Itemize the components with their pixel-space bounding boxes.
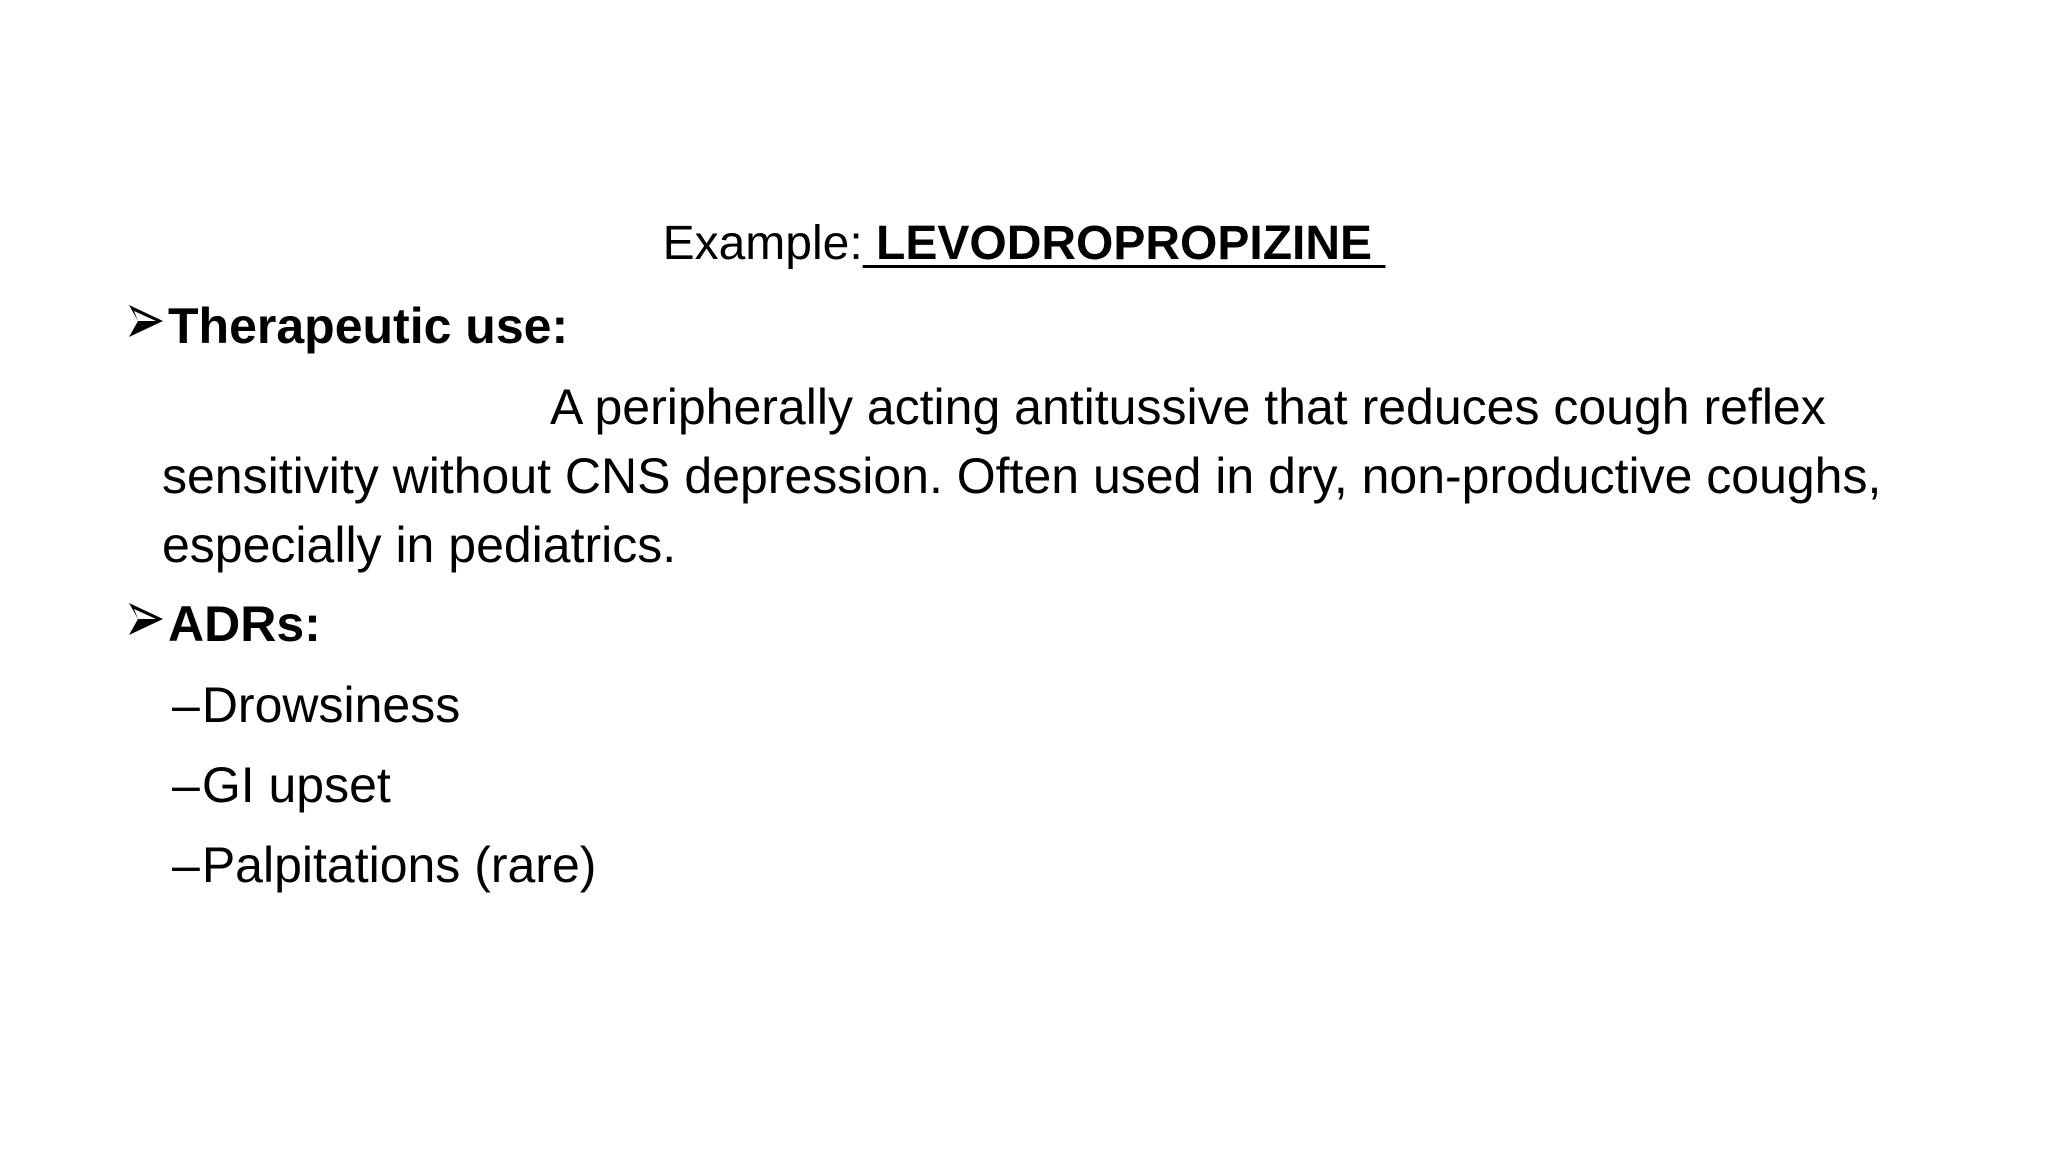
adr-item-label: Drowsiness bbox=[201, 677, 461, 733]
adr-item bbox=[172, 755, 391, 815]
therapeutic-use-heading: Therapeutic use: bbox=[168, 298, 569, 354]
adr-item bbox=[172, 835, 596, 895]
adrs-heading: ADRs: bbox=[168, 596, 321, 652]
adrs-heading-row bbox=[126, 594, 321, 654]
dash-bullet: – bbox=[172, 677, 200, 733]
adr-item-label: Palpitations (rare) bbox=[201, 837, 597, 893]
adr-item-label: GI upset bbox=[201, 757, 391, 813]
therapeutic-use-heading-row bbox=[126, 296, 568, 356]
therapeutic-use-text: A peripherally acting antitussive that reduces cough reflex sensitivity without CNS depression. Often used in dry, non-productive coughs, especially in pediatrics. bbox=[162, 379, 1882, 573]
arrow-bullet-icon bbox=[126, 599, 166, 643]
dash-bullet: – bbox=[172, 837, 200, 893]
title-prefix: Example: bbox=[662, 217, 863, 270]
dash-bullet: – bbox=[172, 757, 200, 813]
adr-item bbox=[172, 675, 460, 735]
arrow-bullet-icon bbox=[126, 301, 166, 345]
title-drug-name: LEVODROPROPIZINE bbox=[862, 217, 1386, 270]
slide-title bbox=[0, 214, 2048, 274]
